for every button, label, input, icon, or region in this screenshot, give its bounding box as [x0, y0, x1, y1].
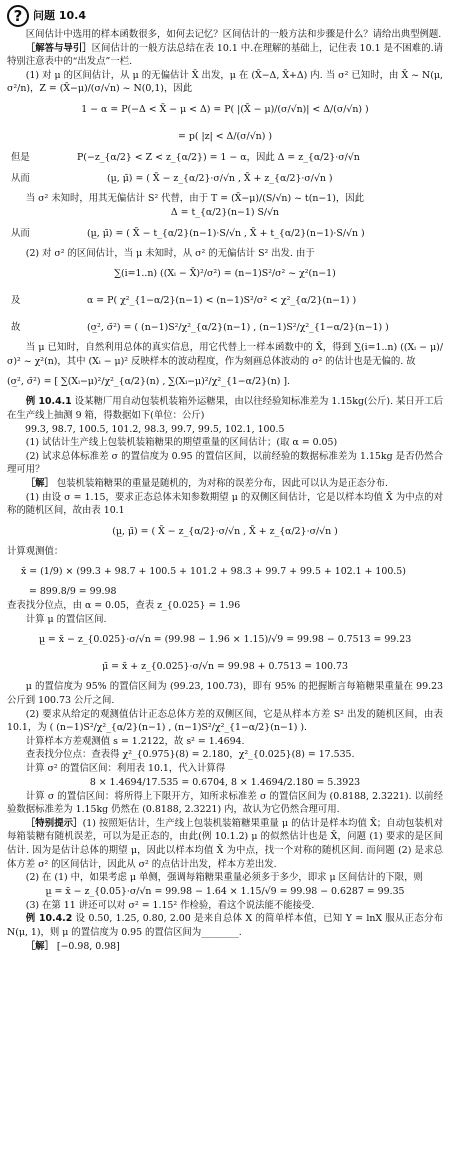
equation-one-sided: μ̲ = x̄ − z_{0.05}·σ/√n = 99.98 − 1.64 × 1.15/√9 = 99.98 − 0.6287 = 99.35 — [45, 885, 405, 897]
answer-p4: 当 μ 已知时，自然利用总体的真实信息，用它代替上一样本函数中的 X̄，得到 ∑(i=1..n) ((Xᵢ − μ)/σ)² ~ χ²(n)，其中 (Xᵢ − μ)² 反映样本的波动程度，作为刻画总体波动的 σ² 的估计也是无偏的. 故 — [7, 342, 443, 367]
equation-8: α = P( χ²_{1−α/2}(n−1) < (n−1)S²/σ² < χ²_{α/2}(n−1) ) — [87, 295, 357, 307]
label-thus-2: 从而 — [11, 227, 30, 239]
equation-4: (μ̲, μ̄) = ( X̄ − z_{α/2}·σ/√n , X̄ + z_{α/2}·σ/√n ) — [107, 172, 333, 184]
example-2-statement — [7, 912, 443, 939]
example-2-label: 例 10.4.2 — [25, 913, 73, 925]
lookup-line: 查表找分位点，由 α = 0.05，查表 z_{0.025} = 1.96 — [7, 600, 241, 612]
example-1-q2: (2) 试求总体标准差 σ 的置信度为 0.95 的置信区间，以前经验的数据标准差为 1.15kg 是否仍然合理可用？ — [7, 450, 443, 476]
hint-2: (2) 在 (1) 中，如果考虑 μ 单侧，强调每箱糖果重量必须多于多少，即求 μ 区间估计的下限，则 — [25, 872, 423, 884]
equation-10: (σ̲², σ̄²) = [ ∑(Xᵢ−μ)²/χ²_{α/2}(n) , ∑(Xᵢ−μ)²/χ²_{1−α/2}(n) ]. — [7, 376, 291, 388]
equation-variance: 8 × 1.4694/17.535 = 0.6704, 8 × 1.4694/2.180 = 5.3923 — [89, 776, 361, 788]
equation-2: = p( |z| < Δ/(σ/√n) ) — [178, 130, 272, 142]
calc-label: 计算观测值： — [7, 545, 64, 557]
solution-s4: 计算样本方差观测值 s = 1.2122，故 s² = 1.4694. — [25, 735, 245, 747]
equation-6: (μ̲, μ̄) = ( X̄ − t_{α/2}(n−1)·S/√n , X̄ + t_{α/2}(n−1)·S/√n ) — [87, 227, 365, 239]
hint-1-text: (1) 按照矩估计，生产线上包装机装箱糖果重量 μ 的估计是样本均值 X̄；自动包装机对每箱装糖有随机误差，可以为是正态的，由此(例 10.1.2) μ 的似然估计也是 X̄，问题 (1) 要求的是区间估计. 因为是估计总体的期望 μ，因此以样本均值 X̄ 为中点，找一个对称的随机区间. 而问题 (2) 是求总体方差 σ² 的区间估计，因此从 σ² 的点估计出发，样本方差出发. — [7, 817, 443, 870]
example-1-text: 设某糖厂用自动包装机装箱外运糖果，由以往经验知标准差为 1.15kg(公斤). 某日开工后在生产线上抽测 9 箱，得数据如下(单位：公斤) — [7, 396, 444, 421]
equation-mean-2: = 899.8/9 = 99.98 — [29, 586, 117, 598]
problem-header — [7, 4, 443, 28]
equation-3: P(−z_{α/2} < Z < z_{α/2}) = 1 − α，因此 Δ = z_{α/2}·σ/√n — [77, 151, 360, 163]
equation-8-row — [7, 287, 443, 314]
example-2-text: 设 0.50, 1.25, 0.80, 2.00 是来自总体 X 的简单样本值，已知 Y = lnX 服从正态分布 N(μ, 1)，则 μ 的置信度为 0.95 的置信区间为________. — [7, 913, 443, 938]
equation-6-row — [7, 220, 443, 247]
solution-s3: (2) 要求从给定的观测值估计正态总体方差的双侧区间，它是从样本方差 S² 出发的随机区间，由表 10.1，为 ( (n−1)S²/χ²_{α/2}(n−1) , (n−1)S²/χ²_{1−α/2}(n−1) ). — [7, 708, 443, 734]
answer-intro-text: 区间估计的一般方法总结在表 10.1 中.在理解的基础上，记住表 10.1 是不困难的.请特别注意表中的“出发点”一栏. — [7, 42, 443, 68]
equation-9-row — [7, 314, 443, 341]
answer-tag: ［解答与导引］ — [25, 42, 92, 54]
solution-s1: (1) 由设 σ = 1.15，要求正态总体未知参数期望 μ 的双侧区间估计，它是以样本均值 X̄ 为中点的对称的随机区间，故由表 10.1 — [7, 491, 443, 517]
hint-1 — [7, 817, 443, 871]
solution-s7: 计算 σ 的置信区间：将所得上下限开方，知所求标准差 σ 的置信区间为 (0.8188, 2.3221). 以前经验数据标准差为 1.15kg 仍然在 (0.8188, 2.3221) 内，故认为它仍然合理可用. — [7, 790, 443, 816]
equation-ci: (μ̲, μ̄) = ( X̄ − z_{α/2}·σ/√n , X̄ + z_{α/2}·σ/√n ) — [112, 525, 338, 537]
label-but: 但是 — [11, 151, 30, 163]
answer-intro — [7, 42, 443, 69]
hint-3: (3) 在第 11 讲还可以对 σ² = 1.15² 作检验，看这个说法能不能接受. — [25, 899, 315, 911]
label-thus-1: 从而 — [11, 172, 30, 184]
example-2-answer: [−0.98, 0.98] — [56, 940, 120, 952]
example-1-q1: (1) 试估计生产线上包装机装箱糖果的期望重量的区间估计；(取 α = 0.05) — [25, 437, 338, 449]
example-2-solution — [7, 940, 443, 954]
label-and: 及 — [11, 295, 21, 307]
solution-intro — [7, 477, 443, 491]
example-1-data: 99.3, 98.7, 100.5, 101.2, 98.3, 99.7, 99.5, 102.1, 100.5 — [25, 423, 285, 435]
solution-s6: 计算 σ² 的置信区间：利用表 10.1，代入计算得 — [25, 763, 226, 775]
answer-p1: (1) 对 μ 的区间估计，从 μ 的无偏估计 X̄ 出发，μ 在 (X̄−Δ, X̄+Δ) 内. 当 σ² 已知时，由 X̄ ~ N(μ, σ²/n)，Z = (X̄−μ)/(σ/√n) ~ N(0,1)，因此 — [7, 69, 443, 95]
question-mark-circle-icon: ? — [7, 5, 29, 27]
equation-5: Δ = t_{α/2}(n−1) S/√n — [170, 206, 280, 218]
example-1-statement — [7, 395, 443, 422]
example-1-label: 例 10.4.1 — [25, 396, 72, 408]
answer-p2: 当 σ² 未知时，用其无偏估计 S² 代替，由于 T = (X̄−μ)/(S/√n) ~ t(n−1)，因此 — [25, 192, 364, 204]
solution-s0: 包装机装箱糖果的重量是随机的，为对称的误差分布，因此可以认为是正态分布. — [56, 477, 389, 489]
equation-9: (σ̲², σ̄²) = ( (n−1)S²/χ²_{α/2}(n−1) , (n−1)S²/χ²_{1−α/2}(n−1) ) — [87, 322, 389, 334]
problem-title: 问题 10.4 — [33, 9, 86, 23]
solution-tag: ［解］ — [25, 477, 54, 489]
question-text: 区间估计中选用的样本函数很多，如何去记忆？区间估计的一般方法和步骤是什么？请给出典型例题. — [25, 29, 442, 40]
label-so: 故 — [11, 322, 21, 334]
equation-7: ∑(i=1..n) ((Xᵢ − X̄)²/σ²) = (n−1)S²/σ² ~ χ²(n−1) — [114, 268, 336, 280]
equation-1: 1 − α = P(−Δ < X̄ − μ < Δ) = P( |(X̄ − μ)/(σ/√n)| < Δ/(σ/√n) ) — [81, 103, 369, 115]
equation-3-row — [7, 150, 443, 165]
solution-s5: 查表找分位点：查表得 χ²_{0.975}(8) = 2.180，χ²_{0.025}(8) = 17.535. — [25, 749, 355, 761]
equation-4-row — [7, 165, 443, 192]
equation-lower: μ̲ = x̄ − z_{0.025}·σ/√n = (99.98 − 1.96 × 1.15)/√9 = 99.98 − 0.7513 = 99.23 — [38, 634, 412, 646]
example-2-solution-tag: ［解］ — [25, 940, 54, 952]
equation-mean: x̄ = (1/9) × (99.3 + 98.7 + 100.5 + 101.2 + 98.3 + 99.7 + 99.5 + 102.1 + 100.5) — [21, 566, 406, 578]
solution-s2: μ 的置信度为 95% 的置信区间为 (99.23, 100.73)，即有 95% 的把握断言每箱糖果重量在 99.23 公斤到 100.73 公斤之间. — [7, 681, 443, 707]
ci-label: 计算 μ 的置信区间. — [25, 613, 107, 625]
equation-upper: μ̄ = x̄ + z_{0.025}·σ/√n = 99.98 + 0.7513 = 100.73 — [102, 661, 348, 673]
answer-p3: (2) 对 σ² 的区间估计，当 μ 未知时，从 σ² 的无偏估计 S² 出发. 由于 — [25, 247, 315, 259]
hint-tag: ［特别提示］ — [25, 817, 83, 829]
